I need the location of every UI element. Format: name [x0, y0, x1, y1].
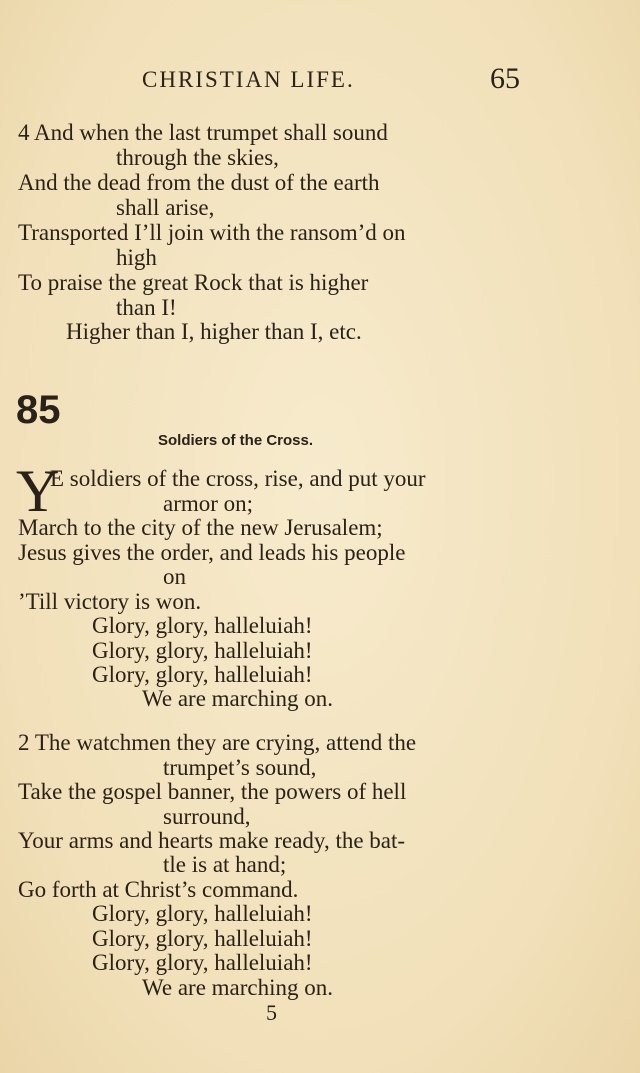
verse-line: Your arms and hearts make ready, the bat- [18, 828, 406, 853]
verse-line: than I! [116, 295, 177, 320]
verse-line: Transported I’ll join with the ransom’d on [18, 220, 406, 245]
page-number: 65 [490, 62, 520, 95]
verse-line: on [163, 564, 186, 589]
verse-line: high [116, 245, 157, 270]
hymn-title: Soldiers of the Cross. [158, 432, 314, 449]
drop-cap: Y [16, 458, 60, 524]
verse-line: Go forth at Christ’s command. [18, 877, 299, 902]
refrain-line: Higher than I, higher than I, etc. [66, 319, 362, 344]
chorus-line: We are marching on. [142, 686, 334, 711]
verse-line: through the skies, [116, 145, 279, 170]
verse-line: tle is at hand; [163, 852, 287, 877]
verse-line: Jesus gives the order, and leads his people [18, 540, 406, 565]
verse-line: trumpet’s sound, [163, 755, 317, 780]
chorus-line: Glory, glory, halleluiah! [92, 926, 313, 951]
hymn-number: 85 [16, 388, 61, 432]
verse-line: armor on; [163, 491, 254, 516]
chorus-line: Glory, glory, halleluiah! [92, 638, 313, 663]
verse-line: And the dead from the dust of the earth [18, 170, 380, 195]
chorus-line: Glory, glory, halleluiah! [92, 950, 313, 975]
chorus-line: Glory, glory, halleluiah! [92, 613, 313, 638]
verse-line: E soldiers of the cross, rise, and put your [50, 466, 426, 491]
verse-line: 4 And when the last trumpet shall sound [18, 120, 388, 145]
chorus-line: Glory, glory, halleluiah! [92, 662, 313, 687]
verse-line: To praise the great Rock that is higher [18, 270, 369, 295]
chorus-line: Glory, glory, halleluiah! [92, 901, 313, 926]
chorus-line: We are marching on. [142, 975, 334, 1000]
signature-mark: 5 [266, 1000, 277, 1025]
verse-line: shall arise, [116, 195, 215, 220]
verse-line: Take the gospel banner, the powers of hell [18, 779, 407, 804]
verse-line: 2 The watchmen they are crying, attend the [18, 730, 417, 755]
running-header: CHRISTIAN LIFE. [142, 67, 355, 92]
verse-line: ’Till victory is won. [18, 589, 202, 614]
verse-line: March to the city of the new Jerusalem; [18, 515, 383, 540]
verse-line: surround, [163, 804, 251, 829]
